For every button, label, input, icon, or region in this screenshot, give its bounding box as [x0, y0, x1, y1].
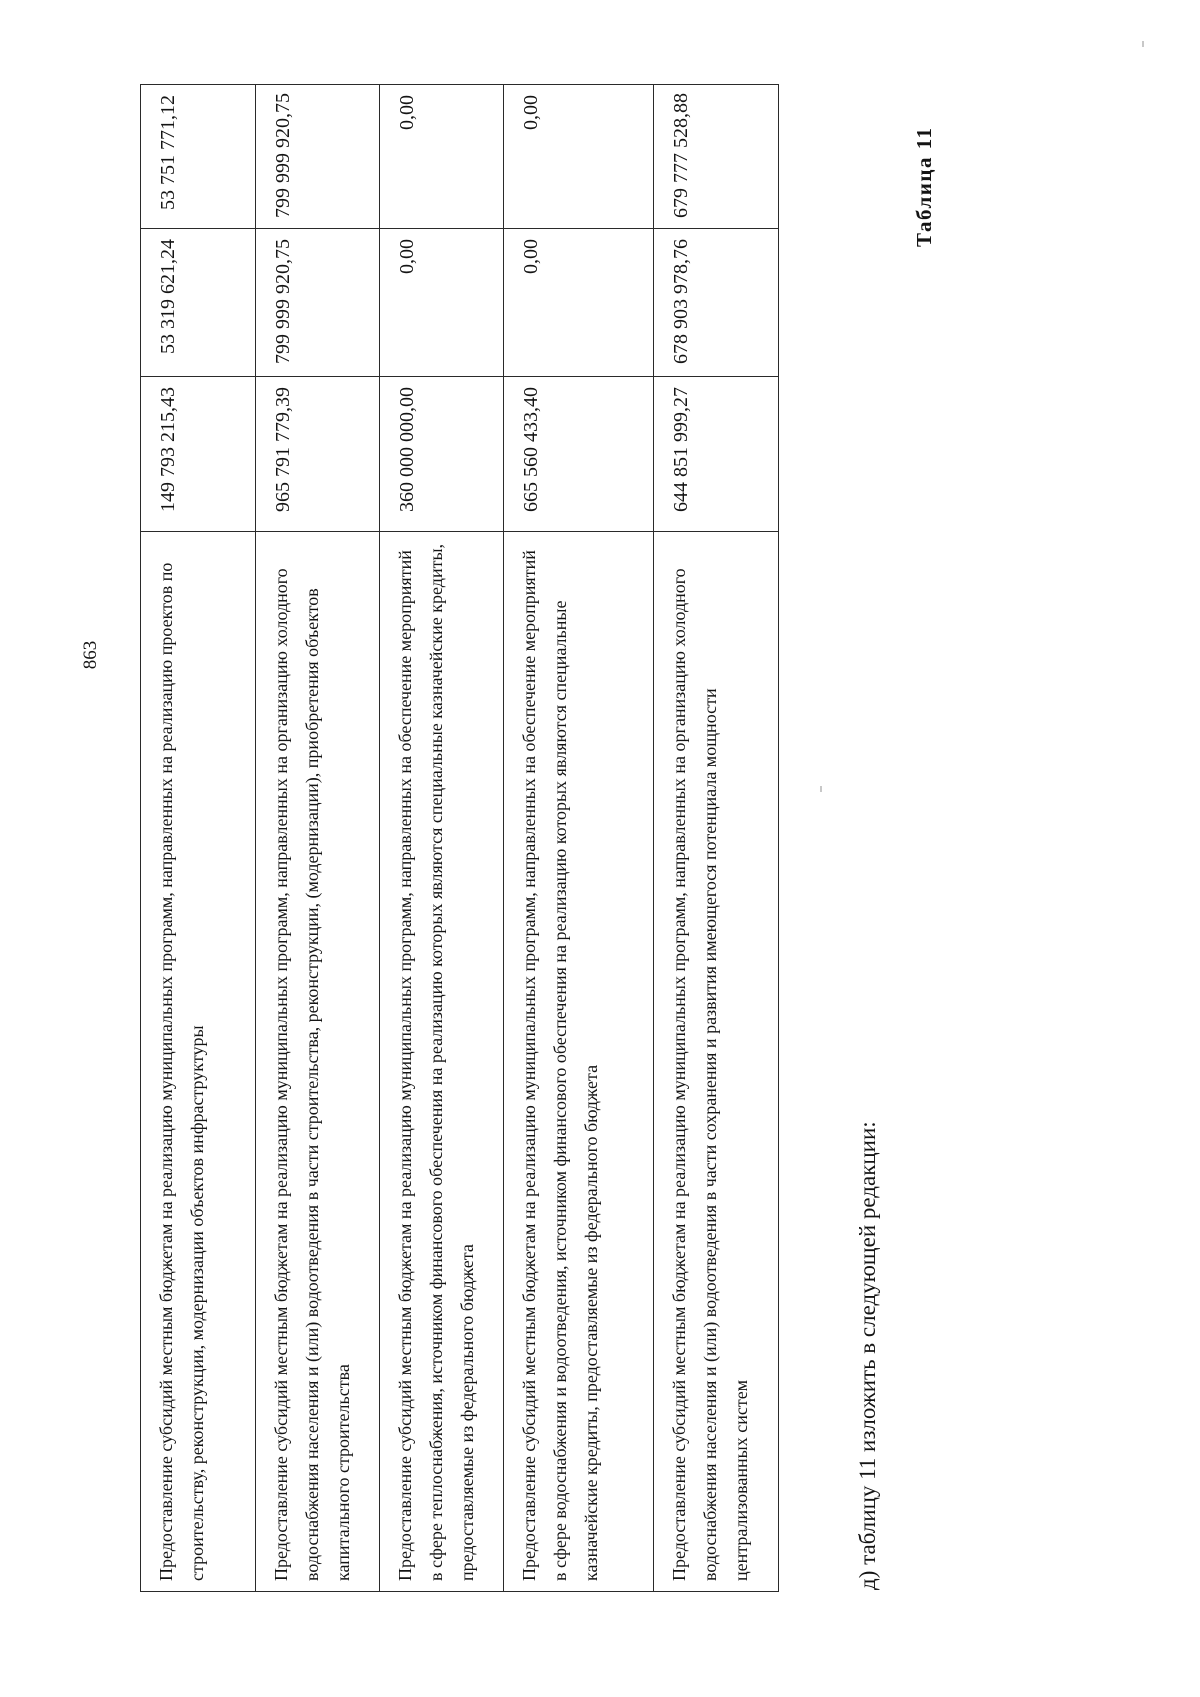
scan-speck: [1142, 41, 1144, 47]
row-value-1: 965 791 779,39: [256, 377, 380, 532]
table-row: [141, 85, 256, 1592]
table-row: [504, 85, 654, 1592]
row-value-2: 53 319 621,24: [141, 229, 256, 377]
row-value-3: 0,00: [504, 85, 654, 229]
row-value-1: 360 000 000,00: [380, 377, 504, 532]
row-value-2: 799 999 920,75: [256, 229, 380, 377]
row-description: Предоставление субсидий местным бюджетам на реализацию муниципальных программ, направленных на обеспечение мероприятий в сфере водоснабжения и водоотведения, источником финансового обеспечения на реализацию которых являются специальные казначейские кредиты, предоставляемые из федерального бюджета: [504, 532, 654, 1592]
row-value-3: 0,00: [380, 85, 504, 229]
page-number: 863: [80, 640, 101, 670]
scan-speck: [820, 786, 822, 792]
instruction-text: д) таблицу 11 изложить в следующей редакции:: [855, 1121, 880, 1590]
row-value-1: 149 793 215,43: [141, 377, 256, 532]
row-value-3: 53 751 771,12: [141, 85, 256, 229]
row-value-3: 679 777 528,88: [654, 85, 779, 229]
table-row: [380, 85, 504, 1592]
table-label: Таблица 11: [912, 126, 936, 247]
row-value-3: 799 999 920,75: [256, 85, 380, 229]
row-description: Предоставление субсидий местным бюджетам на реализацию муниципальных программ, направленных на организацию холодного водоснабжения населения и (или) водоотведения в части сохранения и развития имеющегося потенциала мощности централизованных систем: [654, 532, 779, 1592]
row-description: Предоставление субсидий местным бюджетам на реализацию муниципальных программ, направленных на обеспечение мероприятий в сфере теплоснабжения, источником финансового обеспечения на реализацию которых являются специальные казначейские кредиты, предоставляемые из федерального бюджета: [380, 532, 504, 1592]
row-description: Предоставление субсидий местным бюджетам на реализацию муниципальных программ, направленных на реализацию проектов по строительству, реконструкции, модернизации объектов инфраструктуры: [141, 532, 256, 1592]
table-row: [654, 85, 779, 1592]
row-value-2: 0,00: [504, 229, 654, 377]
table-row: [256, 85, 380, 1592]
row-value-1: 665 560 433,40: [504, 377, 654, 532]
row-value-2: 678 903 978,76: [654, 229, 779, 377]
row-value-1: 644 851 999,27: [654, 377, 779, 532]
row-value-2: 0,00: [380, 229, 504, 377]
budget-table: [140, 84, 779, 1592]
row-description: Предоставление субсидий местным бюджетам на реализацию муниципальных программ, направленных на организацию холодного водоснабжения населения и (или) водоотведения в части строительства, реконструкции, (модернизации), приобретения объектов капитального строительства: [256, 532, 380, 1592]
